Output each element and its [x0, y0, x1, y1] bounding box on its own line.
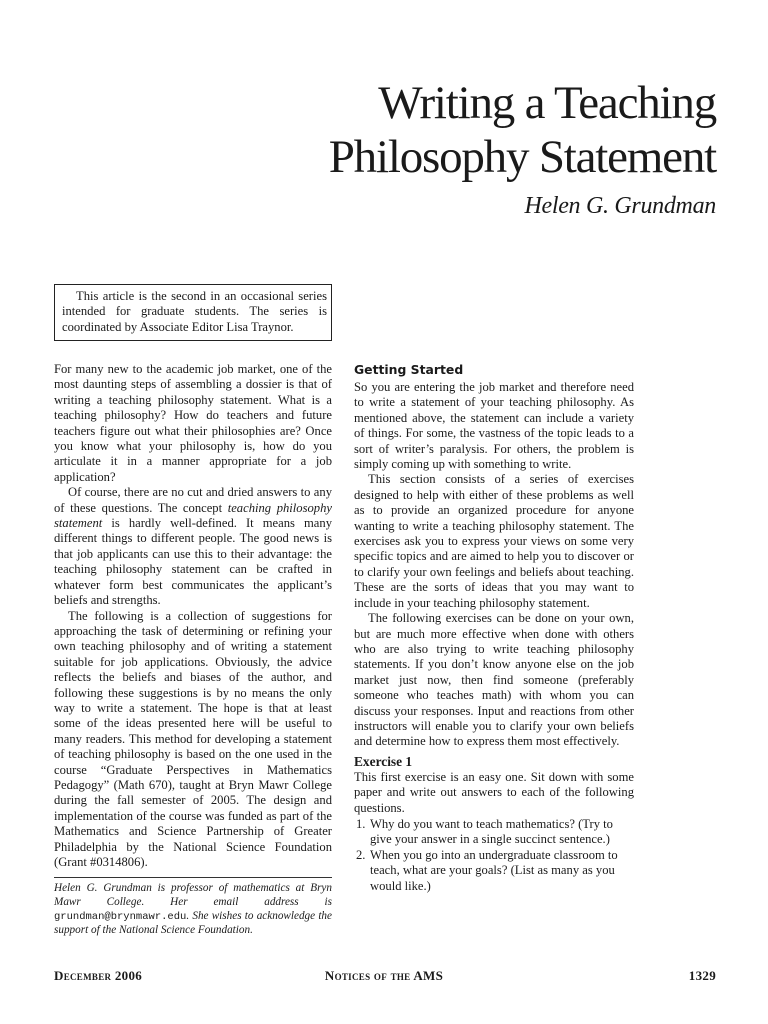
body-paragraph: Of course, there are no cut and dried answers to any of these questions. The concept teaching philosophy statement is hardly well-defined. It means many different things to different people. The good news is that job applicants can use this to their advantage: the teaching philosophy statement can be crafted in whatever form best communicates the applicant’s beliefs and strengths.	[54, 485, 332, 608]
emphasis-term: teaching philosophy statement	[54, 500, 332, 531]
author-name: Helen G. Grundman	[524, 193, 716, 219]
title-line-2: Philosophy Statement	[328, 131, 716, 183]
title-line-1: Writing a Teaching	[378, 77, 716, 129]
question-item: 1. Why do you want to teach mathematics? (Try to give your answer in a single succinct sentence.)	[356, 816, 613, 847]
series-note-box: This article is the second in an occasional series intended for graduate students. The series is coordinated by Associate Editor Lisa Traynor.	[54, 284, 332, 341]
author-email: grundman@brynmawr.edu	[54, 910, 187, 923]
question-item: 2. When you go into an undergraduate classroom to teach, what are your goals? (List as many as you would like.)	[356, 847, 618, 893]
body-paragraph: The following exercises can be done on your own, but are much more effective when done with others who are also trying to write teaching philosophy statements. If you don’t know anyone else on the job market just now, then find someone (preferably someone who teaches math) with whom you can discuss your responses. Input and reactions from other instructors will enable you to clarify your own beliefs and determine how to express them most effectively.	[354, 611, 634, 749]
body-paragraph: For many new to the academic job market, one of the most daunting steps of assembling a dossier is that of writing a teaching philosophy statement. What is a teaching philosophy? How do teachers and future teachers figure out what their philosophies are? Once you know what your philosophy is, how do you articulate it in a manner appropriate for a job application?	[54, 362, 332, 484]
question-list	[354, 817, 634, 894]
body-paragraph: This section consists of a series of exercises designed to help with either of these problems as well as to provide an organized procedure for anyone wanting to write a teaching philosophy statement. The exercises ask you to express your views on some very specific topics and are aimed to help you to discover or to clarify your own feelings and beliefs about teaching. These are the sorts of ideas that you may want to include in your teaching philosophy statement.	[354, 472, 634, 610]
right-column	[354, 362, 634, 894]
section-heading: Getting Started	[354, 362, 464, 377]
body-paragraph: The following is a collection of suggestions for approaching the task of determining or refining your own teaching philosophy and of writing a statement suitable for job applications. Obviously, the advice reflects the beliefs and biases of the author, and following these suggestions is by no means the only way to write a statement. The hope is that at least some of the ideas presented here will be useful to many readers. This method for developing a statement of teaching philosophy is based on the one used in the course “Graduate Perspectives in Mathematics Pedagogy” (Math 670), taught at Bryn Mawr College during the fall semester of 2005. The design and implementation of the course was funded as part of the Mathematics and Science Partnership of Greater Philadelphia by the National Science Foundation (Grant #0314806).	[54, 608, 332, 869]
author-footnote: Helen G. Grundman is professor of mathematics at Bryn Mawr College. Her email address is grundman@brynmawr.edu. She wishes to acknowledge the support of the National Science Foundation.	[54, 877, 332, 937]
left-column	[54, 362, 332, 938]
page-number: 1329	[688, 968, 716, 983]
footer-journal: Notices of the AMS	[324, 968, 444, 983]
exercise-heading: Exercise 1	[354, 753, 413, 769]
body-paragraph: So you are entering the job market and therefore need to write a statement of your teaching philosophy. As mentioned above, the statement can include a variety of things. For some, the vastness of the topic leads to a sort of writer’s paralysis. For others, the problem is simply coming up with something to write.	[354, 380, 634, 472]
article-title	[329, 76, 716, 184]
body-paragraph: This first exercise is an easy one. Sit down with some paper and write out answers to each of the following questions.	[354, 769, 634, 815]
footer-date: December 2006	[54, 968, 143, 983]
